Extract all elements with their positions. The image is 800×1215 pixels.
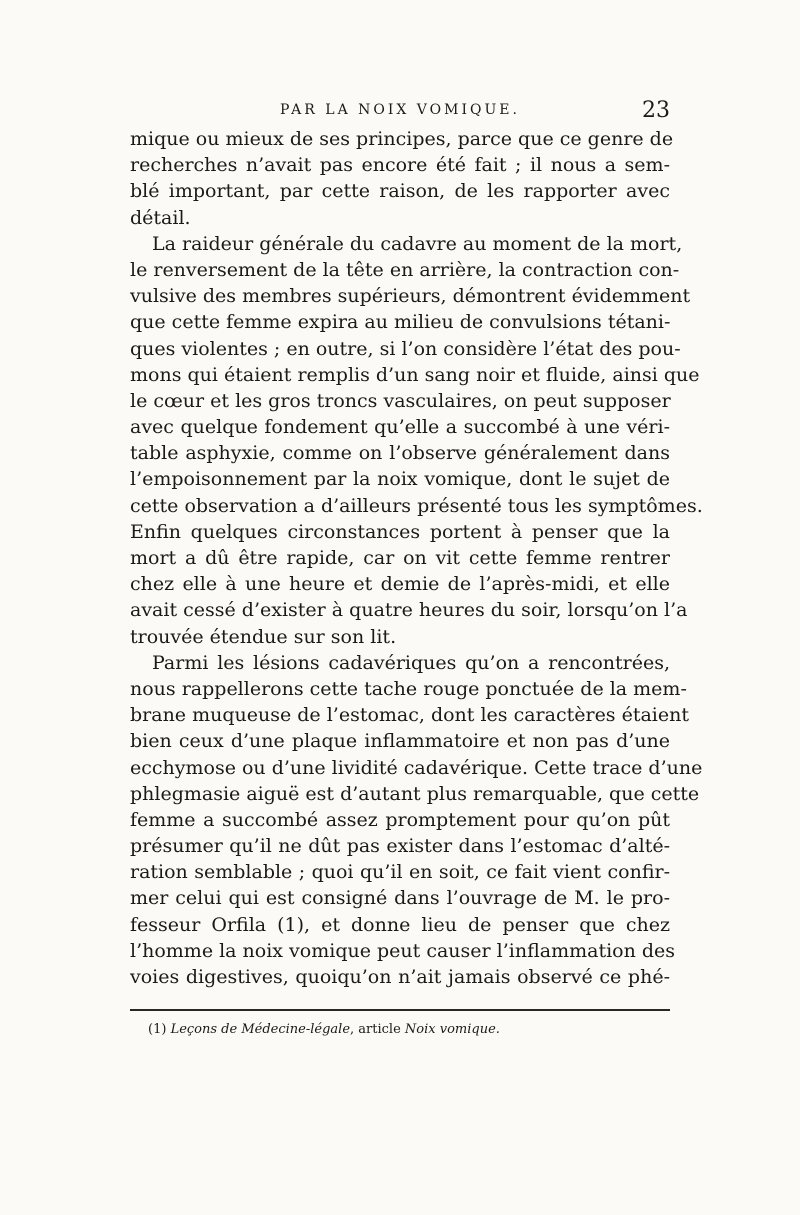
- text-line: l’empoisonnement par la noix vomique, dont le sujet de: [130, 468, 670, 491]
- running-head: [130, 98, 670, 128]
- text-line: nous rappellerons cette tache rouge ponctuée de la mem-: [130, 677, 687, 700]
- text-line: trouvée étendue sur son lit.: [130, 625, 397, 648]
- text-line: cette observation a d’ailleurs présenté tous les symptômes.: [130, 494, 703, 517]
- text-line: bien ceux d’une plaque inflammatoire et non pas d’une: [130, 730, 670, 753]
- text-line: le renversement de la tête en arrière, la contraction con-: [130, 258, 680, 281]
- page-number: 23: [642, 98, 670, 123]
- text-line: mort a dû être rapide, car on vit cette femme rentrer: [130, 547, 670, 569]
- text-line: détail.: [130, 206, 191, 229]
- text-line: voies digestives, quoiqu’on n’ait jamais observé ce phé-: [130, 966, 670, 988]
- text-line: table asphyxie, comme on l’observe généralement dans: [130, 442, 670, 465]
- text-line: présumer qu’il ne dût pas exister dans l’estomac d’alté-: [130, 835, 670, 858]
- running-title: PAR LA NOIX VOMIQUE.: [280, 102, 520, 118]
- text-line: avec quelque fondement qu’elle a succombé à une véri-: [130, 416, 670, 439]
- text-line: vulsive des membres supérieurs, démontrent évidemment: [130, 285, 691, 308]
- text-line: mique ou mieux de ses principes, parce que ce genre de: [130, 128, 674, 150]
- text-line: blé important, par cette raison, de les rapporter avec: [130, 180, 670, 203]
- text-line: le cœur et les gros troncs vasculaires, on peut supposer: [130, 389, 671, 412]
- footnote-marker: (1): [148, 1022, 167, 1037]
- text-line: ecchymose ou d’une lividité cadavérique. Cette trace d’une: [130, 756, 703, 779]
- text-line: mons qui étaient remplis d’un sang noir et fluide, ainsi que: [130, 363, 700, 386]
- text-line: fesseur Orfila (1), et donne lieu de penser que chez: [130, 913, 670, 936]
- footnote: [148, 1020, 648, 1040]
- footnote-title: Leçons de Médecine-légale: [170, 1022, 351, 1037]
- footnote-article: Noix vomique.: [404, 1022, 500, 1037]
- text-line: La raideur générale du cadavre au moment de la mort,: [152, 232, 683, 255]
- text-line: mer celui qui est consigné dans l’ouvrage de M. le pro-: [130, 887, 670, 910]
- text-line: Parmi les lésions cadavériques qu’on a rencontrées,: [152, 651, 670, 674]
- text-line: phlegmasie aiguë est d’autant plus remarquable, que cette: [130, 782, 700, 805]
- text-line: ration semblable ; quoi qu’il en soit, ce fait vient confir-: [130, 861, 670, 884]
- text-line: que cette femme expira au milieu de convulsions tétani-: [130, 311, 671, 334]
- text-line: chez elle à une heure et demie de l’après-midi, et elle: [130, 573, 670, 596]
- text-line: recherches n’avait pas encore été fait ; il nous a sem-: [130, 154, 670, 177]
- text-line: Enfin quelques circonstances portent à penser que la: [130, 520, 670, 543]
- text-line: l’homme la noix vomique peut causer l’inflammation des: [130, 939, 676, 962]
- footnote-rule: [130, 1009, 670, 1011]
- body-text: [130, 126, 703, 990]
- text-line: ques violentes ; en outre, si l’on considère l’état des pou-: [130, 337, 681, 360]
- text-line: femme a succombé assez promptement pour qu’on pût: [130, 808, 670, 831]
- text-line: avait cessé d’exister à quatre heures du soir, lorsqu’on l’a: [130, 599, 688, 622]
- text-line: brane muqueuse de l’estomac, dont les caractères étaient: [130, 704, 689, 727]
- footnote-separator: , article: [350, 1022, 401, 1037]
